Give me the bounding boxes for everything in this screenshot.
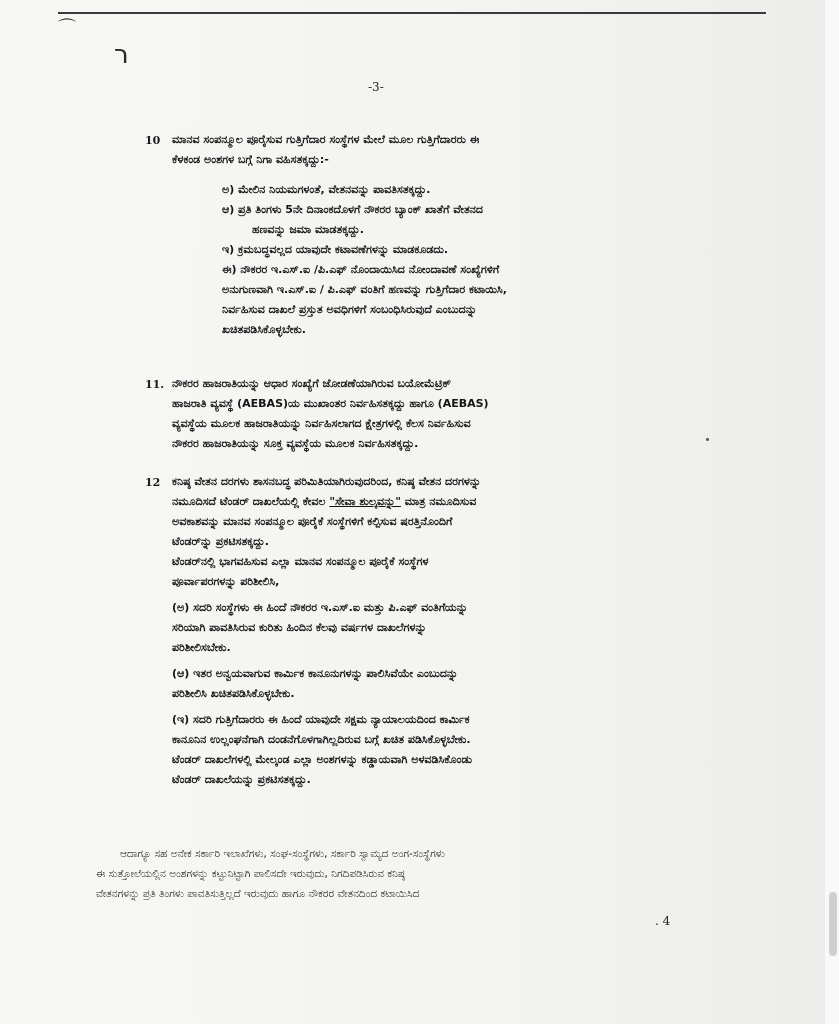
subitem-line: ಹಣವನ್ನು ಜಮಾ ಮಾಡತಕ್ಕದ್ದು.: [252, 223, 364, 236]
scrollbar-track[interactable]: [825, 0, 839, 1024]
item-number-11: 11.: [145, 378, 165, 391]
subitem-line: ಆ) ಪ್ರತಿ ತಿಂಗಳು 5ನೇ ದಿನಾಂಕದೊಳಗೆ ನೌಕರರ ಬ್ಯಾಂಕ್ ಖಾತೆಗೆ ವೇತನದ: [222, 203, 484, 216]
text-line: ಹಾಜರಾತಿ ವ್ಯವಸ್ಥೆ (AEBAS)ಯ ಮುಖಾಂತರ ನಿರ್ವಹಿಸತಕ್ಕದ್ದು ಹಾಗೂ (AEBAS): [172, 397, 489, 410]
scribble-mark-2: ר: [114, 40, 129, 70]
text-line: ಈ ಸುತ್ತೋಲೆಯಲ್ಲಿನ ಅಂಶಗಳನ್ನು ಕಟ್ಟುನಿಟ್ಟಾಗಿ ಪಾಲಿಸದೇ ಇರುವುದು, ನಿಗದಿಪಡಿಸಿರುವ ಕನಿಷ್ಠ: [96, 868, 406, 880]
text-line: [172, 492, 481, 512]
subitem-line: ಟೆಂಡರ್ ದಾಖಲೆಗಳಲ್ಲಿ ಮೇಲ್ಕಂಡ ಎಲ್ಲಾ ಅಂಶಗಳನ್ನು ಕಡ್ಡಾಯವಾಗಿ ಅಳವಡಿಸಿಕೊಂಡು: [172, 753, 473, 766]
page-number: -3-: [368, 80, 384, 94]
text-line: ನೌಕರರ ಹಾಜರಾತಿಯನ್ನು ಸೂಕ್ತ ವ್ಯವಸ್ಥೆಯ ಮೂಲಕ ನಿರ್ವಹಿಸತಕ್ಕದ್ದು.: [172, 437, 419, 450]
top-rule: [58, 12, 766, 14]
subitem-line: ಪರಿಶೀಲಿಸಿ ಖಚಿತಪಡಿಸಿಕೊಳ್ಳಬೇಕು.: [172, 687, 295, 700]
text-line: ಕನಿಷ್ಠ ವೇತನ ದರಗಳು ಶಾಸನಬದ್ಧ ಪರಿಮಿತಿಯಾಗಿರುವುದರಿಂದ, ಕನಿಷ್ಠ ವೇತನ ದರಗಳನ್ನು: [172, 475, 481, 488]
item-12-text: [172, 472, 481, 790]
subitem-line: (ಇ) ಸದರಿ ಗುತ್ತಿಗೆದಾರರು ಈ ಹಿಂದೆ ಯಾವುದೇ ಸಕ್ಷಮ ನ್ಯಾಯಾಲಯದಿಂದ ಕಾರ್ಮಿಕ: [172, 713, 470, 726]
text-line: ಟೆಂಡರ್‌ನ್ನು ಪ್ರಕಟಿಸತಕ್ಕದ್ದು.: [172, 535, 269, 548]
closing-paragraph: [96, 844, 445, 904]
subitem-line: ಸರಿಯಾಗಿ ಪಾವತಿಸಿರುವ ಕುರಿತು ಹಿಂದಿನ ಕೆಲವು ವರ್ಷಗಳ ದಾಖಲೆಗಳನ್ನು: [172, 621, 427, 634]
text-line: ವೇತನಗಳನ್ನು ಪ್ರತಿ ತಿಂಗಳು ಪಾವತಿಸುತ್ತಿಲ್ಲದೆ ಇರುವುದು ಹಾಗೂ ನೌಕರರ ವೇತನದಿಂದ ಕಟಾಯಿಸಿದ: [96, 888, 420, 900]
item-number-10: 10: [145, 134, 161, 147]
text-fragment: ಮಾತ್ರ ನಮೂದಿಸುವ: [400, 495, 477, 508]
next-page-number: . 4: [655, 914, 671, 928]
text-fragment: ನಮೂದಿಸದೆ ಟೆಂಡರ್ ದಾಖಲೆಯಲ್ಲಿ ಕೇವಲ: [172, 495, 330, 508]
text-line: ಮಾನವ ಸಂಪನ್ಮೂಲ ಪೂರೈಸುವ ಗುತ್ತಿಗೆದಾರ ಸಂಸ್ಥೆಗಳ ಮೇಲೆ ಮೂಲ ಗುತ್ತಿಗೆದಾರರು ಈ: [172, 133, 480, 146]
item-number-12: 12: [145, 476, 161, 489]
text-line: ಆದಾಗ್ಯೂ ಸಹ ಅನೇಕ ಸರ್ಕಾರಿ ಇಲಾಖೆಗಳು, ಸಂಘ-ಸಂಸ್ಥೆಗಳು, ಸರ್ಕಾರಿ ಸ್ವಾಮ್ಯದ ಅಂಗ-ಸಂಸ್ಥೆಗಳು: [120, 848, 445, 860]
text-line: ವ್ಯವಸ್ಥೆಯ ಮೂಲಕ ಹಾಜರಾತಿಯನ್ನು ನಿರ್ವಹಿಸಲಾಗದ ಕ್ಷೇತ್ರಗಳಲ್ಲಿ ಕೆಲಸ ನಿರ್ವಹಿಸುವ: [172, 417, 471, 430]
text-line: ಕೆಳಕಂಡ ಅಂಶಗಳ ಬಗ್ಗೆ ನಿಗಾ ವಹಿಸತಕ್ಕದ್ದು:-: [172, 153, 329, 166]
text-line: ನೌಕರರ ಹಾಜರಾತಿಯನ್ನು ಆಧಾರ ಸಂಖ್ಯೆಗೆ ಜೋಡಣೆಯಾಗಿರುವ ಬಯೋಮೆಟ್ರಿಕ್: [172, 377, 452, 390]
subitem-line: (ಅ) ಸದರಿ ಸಂಸ್ಥೆಗಳು ಈ ಹಿಂದೆ ನೌಕರರ ಇ.ಎಸ್.ಐ ಮತ್ತು ಪಿ.ಎಫ್ ವಂತಿಗೆಯನ್ನು: [172, 601, 468, 614]
text-line: ಟೆಂಡರ್‌ನಲ್ಲಿ ಭಾಗವಹಿಸುವ ಎಲ್ಲಾ ಮಾನವ ಸಂಪನ್ಮೂಲ ಪೂರೈಕೆ ಸಂಸ್ಥೆಗಳ: [172, 555, 429, 568]
subitem-line: ಇ) ಕ್ರಮಬದ್ಧವಲ್ಲದ ಯಾವುದೇ ಕಟಾವಣೆಗಳನ್ನು ಮಾಡಕೂಡದು.: [222, 243, 448, 256]
item-10-intro: [172, 130, 479, 170]
text-line: ಪೂರ್ವಾಪರಗಳನ್ನು ಪರಿಶೀಲಿಸಿ,: [172, 575, 280, 588]
item-11-text: [172, 374, 489, 454]
subitem-line: ಟೆಂಡರ್ ದಾಖಲೆಯನ್ನು ಪ್ರಕಟಿಸತಕ್ಕದ್ದು.: [172, 773, 311, 786]
underlined-phrase: "ಸೇವಾ ಶುಲ್ಕವನ್ನು": [329, 495, 401, 508]
item-10-subitems: [222, 180, 507, 340]
subitem-line: (ಆ) ಇತರ ಅನ್ವಯವಾಗುವ ಕಾರ್ಮಿಕ ಕಾನೂನುಗಳನ್ನು ಪಾಲಿಸಿವೆಯೇ ಎಂಬುದನ್ನು: [172, 667, 459, 680]
subitem-line: ಪರಿಶೀಲಿಸಬೇಕು.: [172, 641, 231, 654]
subitem-line: ಅನುಗುಣವಾಗಿ ಇ.ಎಸ್.ಐ / ಪಿ.ಎಫ್ ವಂತಿಗೆ ಹಣವನ್ನು ಗುತ್ತಿಗೆದಾರ ಕಟಾಯಿಸಿ,: [222, 283, 507, 296]
text-line: ಅವಕಾಶವನ್ನು ಮಾನವ ಸಂಪನ್ಮೂಲ ಪೂರೈಕೆ ಸಂಸ್ಥೆಗಳಿಗೆ ಕಲ್ಪಿಸುವ ಷರತ್ತಿನೊಂದಿಗೆ: [172, 515, 453, 528]
subitem-line: ನಿರ್ವಹಿಸುವ ದಾಖಲೆ ಪ್ರಸ್ತುತ ಅವಧಿಗಳಿಗೆ ಸಂಬಂಧಿಸಿರುವುದೆ ಎಂಬುದನ್ನು: [222, 303, 477, 316]
subitem-line: ಕಾನೂನಿನ ಉಲ್ಲಂಘನೆಗಾಗಿ ದಂಡನೆಗೊಳಗಾಗಿಲ್ಲದಿರುವ ಬಗ್ಗೆ ಖಚಿತ ಪಡಿಸಿಕೊಳ್ಳಬೇಕು.: [172, 733, 471, 746]
speck: [706, 438, 709, 441]
scribble-mark: ⌒: [58, 18, 76, 39]
subitem-line: ಖಚಿತಪಡಿಸಿಕೊಳ್ಳಬೇಕು.: [222, 323, 306, 336]
subitem-line: ಅ) ಮೇಲಿನ ನಿಯಮಗಳಂತೆ, ವೇತನವನ್ನು ಪಾವತಿಸತಕ್ಕದ್ದು.: [222, 183, 431, 196]
scrollbar-thumb[interactable]: [829, 892, 837, 956]
subitem-line: ಈ) ನೌಕರರ ಇ.ಎಸ್.ಐ /ಪಿ.ಎಫ್ ನೊಂದಾಯಿಸಿದ ನೋಂದಾವಣೆ ಸಂಖ್ಯೆಗಳಿಗೆ: [222, 263, 500, 276]
